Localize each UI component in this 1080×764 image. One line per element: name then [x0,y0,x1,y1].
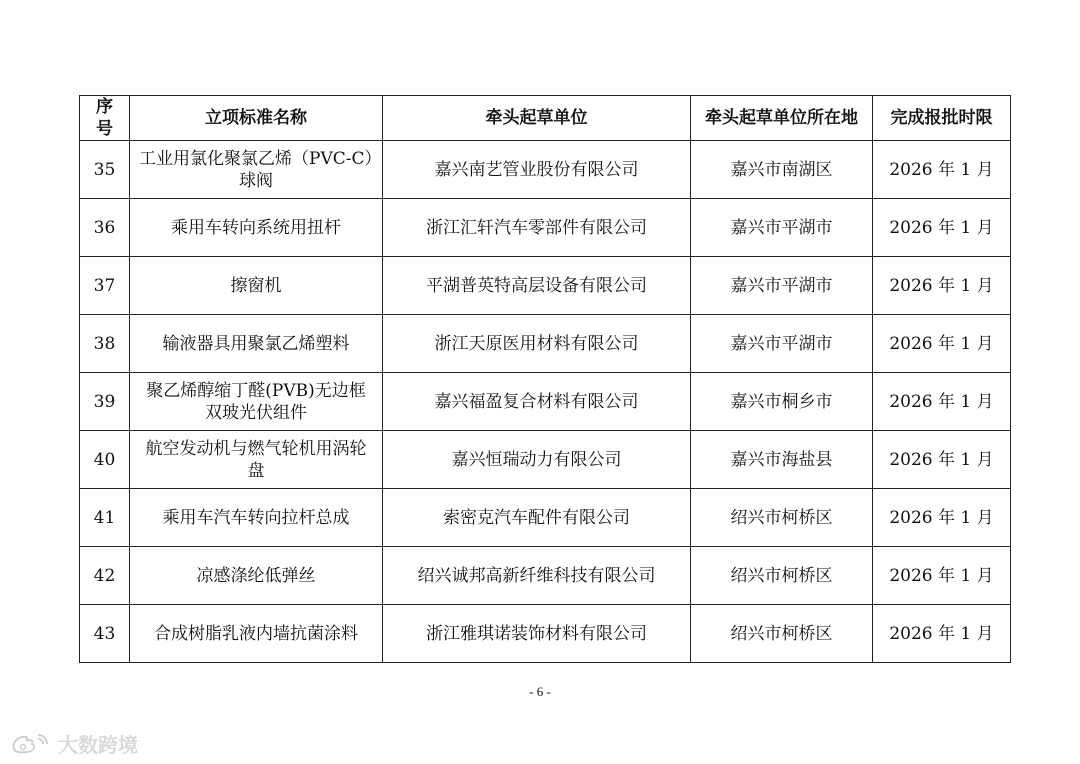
cell-serial: 42 [80,547,130,605]
cell-lead-org: 绍兴诚邦高新纤维科技有限公司 [383,547,691,605]
weibo-logo-icon [10,731,54,755]
cell-serial: 37 [80,257,130,315]
cell-deadline: 2026 年 1 月 [873,489,1011,547]
table-row [80,489,1011,547]
cell-lead-org: 浙江雅琪诺装饰材料有限公司 [383,605,691,663]
cell-lead-org: 嘉兴恒瑞动力有限公司 [383,431,691,489]
cell-standard-name: 乘用车转向系统用扭杆 [130,199,383,257]
cell-location: 嘉兴市海盐县 [691,431,873,489]
table-row [80,547,1011,605]
cell-lead-org: 浙江汇轩汽车零部件有限公司 [383,199,691,257]
cell-standard-name: 航空发动机与燃气轮机用涡轮盘 [130,431,383,489]
header-lead-org-location: 牵头起草单位所在地 [691,96,873,141]
cell-location: 嘉兴市平湖市 [691,315,873,373]
cell-standard-name: 合成树脂乳液内墙抗菌涂料 [130,605,383,663]
table-row [80,315,1011,373]
cell-location: 绍兴市柯桥区 [691,605,873,663]
cell-serial: 40 [80,431,130,489]
cell-location: 嘉兴市平湖市 [691,199,873,257]
cell-lead-org: 嘉兴福盈复合材料有限公司 [383,373,691,431]
cell-location: 绍兴市柯桥区 [691,547,873,605]
table-row [80,605,1011,663]
cell-serial: 36 [80,199,130,257]
standards-table [79,95,1011,663]
cell-location: 嘉兴市南湖区 [691,141,873,199]
cell-standard-name: 聚乙烯醇缩丁醛(PVB)无边框双玻光伏组件 [130,373,383,431]
cell-serial: 35 [80,141,130,199]
cell-lead-org: 嘉兴南艺管业股份有限公司 [383,141,691,199]
cell-standard-name: 乘用车汽车转向拉杆总成 [130,489,383,547]
cell-serial: 43 [80,605,130,663]
cell-location: 绍兴市柯桥区 [691,489,873,547]
cell-standard-name: 凉感涤纶低弹丝 [130,547,383,605]
table-row [80,431,1011,489]
header-serial: 序号 [80,96,130,141]
header-standard-name: 立项标准名称 [130,96,383,141]
cell-deadline: 2026 年 1 月 [873,315,1011,373]
cell-lead-org: 浙江天原医用材料有限公司 [383,315,691,373]
cell-standard-name: 工业用氯化聚氯乙烯（PVC-C）球阀 [130,141,383,199]
cell-standard-name: 擦窗机 [130,257,383,315]
watermark [10,728,138,758]
cell-lead-org: 索密克汽车配件有限公司 [383,489,691,547]
header-deadline: 完成报批时限 [873,96,1011,141]
table-row [80,373,1011,431]
table-header-row [80,96,1011,141]
watermark-text: 大数跨境 [58,732,138,757]
cell-serial: 39 [80,373,130,431]
cell-serial: 41 [80,489,130,547]
cell-deadline: 2026 年 1 月 [873,605,1011,663]
cell-deadline: 2026 年 1 月 [873,431,1011,489]
cell-deadline: 2026 年 1 月 [873,199,1011,257]
cell-serial: 38 [80,315,130,373]
cell-deadline: 2026 年 1 月 [873,547,1011,605]
cell-deadline: 2026 年 1 月 [873,141,1011,199]
table-row [80,141,1011,199]
cell-lead-org: 平湖普英特高层设备有限公司 [383,257,691,315]
cell-standard-name: 输液器具用聚氯乙烯塑料 [130,315,383,373]
cell-deadline: 2026 年 1 月 [873,373,1011,431]
table-row [80,257,1011,315]
header-lead-org: 牵头起草单位 [383,96,691,141]
cell-deadline: 2026 年 1 月 [873,257,1011,315]
page-number: - 6 - [529,684,551,699]
cell-location: 嘉兴市平湖市 [691,257,873,315]
table-row [80,199,1011,257]
cell-location: 嘉兴市桐乡市 [691,373,873,431]
